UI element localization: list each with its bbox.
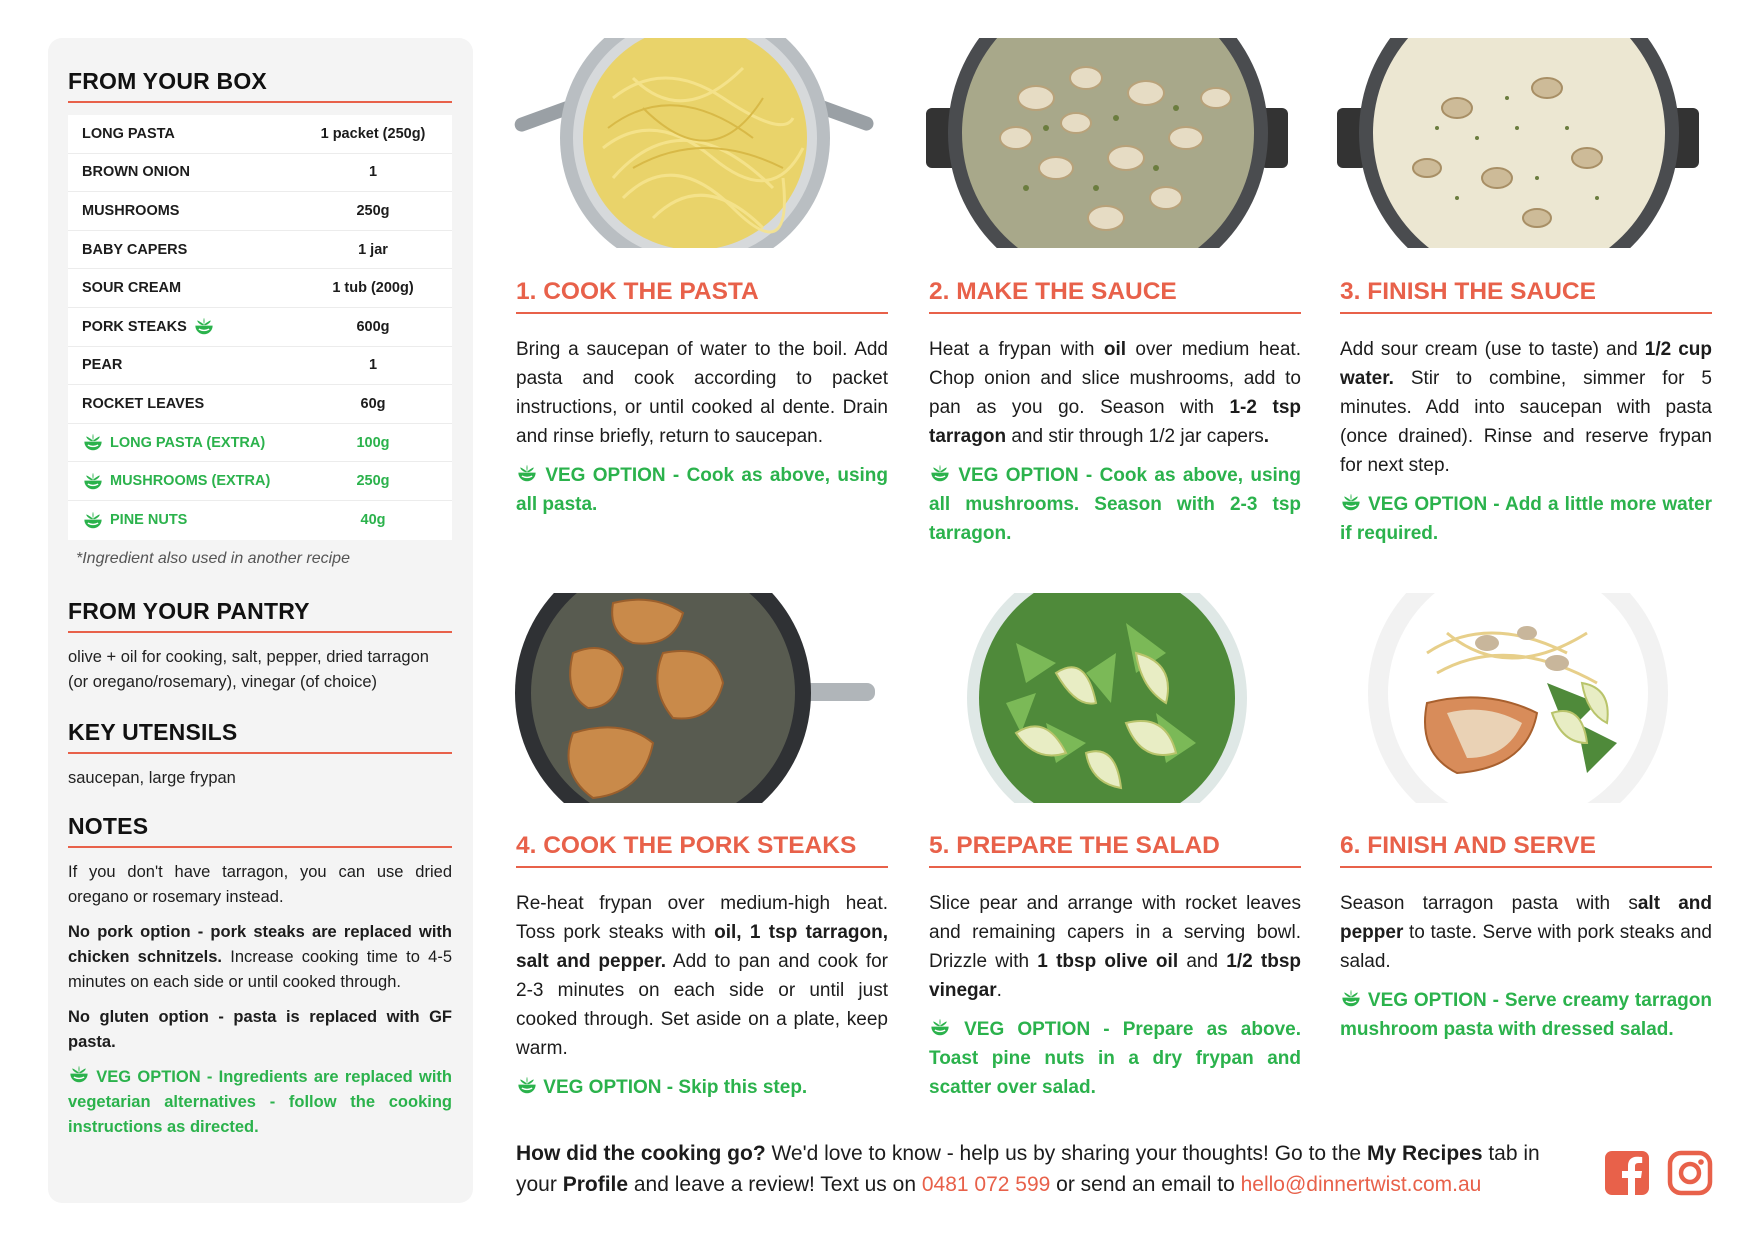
step-3-t1: Add sour cream (use to taste) and: [1340, 339, 1645, 360]
step-6-t2: alt and pepper: [1340, 893, 1713, 943]
veg-icon: [1340, 989, 1362, 1008]
step-5-t3: and: [1178, 951, 1227, 972]
feedback-t4: or send an email to: [1050, 1173, 1241, 1196]
step-1-photo: [513, 38, 875, 248]
step-5-t2: 1 tbsp olive oil: [1037, 951, 1179, 972]
ingredient-name: [82, 126, 308, 142]
step-3-photo: [1337, 38, 1699, 248]
ingredients-panel: [48, 38, 473, 1203]
ingredient-label: BROWN ONION: [82, 164, 190, 181]
ingredient-label: LONG PASTA (EXTRA): [110, 434, 266, 451]
from-your-pantry-title: FROM YOUR PANTRY: [68, 598, 452, 633]
step-5-t1: Slice pear and arrange with rocket leaves and remaining capers in a serving bowl. Drizzle with: [929, 893, 1301, 972]
email-link[interactable]: hello@dinnertwist.com.au: [1240, 1173, 1482, 1196]
note-veg-text: VEG OPTION - Ingredients are replaced with vegetarian alternatives - follow the cooking instructions as directed.: [68, 1067, 452, 1136]
step-3-veg: [1340, 490, 1712, 548]
step-4-veg: [516, 1073, 888, 1102]
key-utensils-title: KEY UTENSILS: [68, 719, 452, 754]
step-1-veg: [516, 461, 888, 519]
step-5: [929, 832, 1301, 1102]
step-5-veg-text: VEG OPTION - Prepare as above. Toast pine nuts in a dry frypan and scatter over salad.: [929, 1019, 1301, 1098]
ingredient-row: [68, 424, 452, 463]
feedback-text: [516, 1138, 1576, 1200]
notes-title: NOTES: [68, 813, 452, 848]
veg-icon: [82, 511, 104, 530]
facebook-icon[interactable]: [1604, 1150, 1650, 1196]
veg-icon: [82, 472, 104, 491]
ingredient-label: MUSHROOMS (EXTRA): [110, 473, 271, 490]
ingredient-qty: 1 tub (200g): [332, 280, 414, 297]
ingredient-row: [68, 501, 452, 540]
step-6-body: [1340, 889, 1712, 976]
note-tarragon: If you don't have tarragon, you can use dried oregano or rosemary instead.: [68, 862, 452, 906]
step-1-body: Bring a saucepan of water to the boil. Add pasta and cook according to packet instructions, or until cooked al dente. Drain and rinse briefly, return to saucepan.: [516, 339, 888, 447]
ingredient-row: [68, 462, 452, 501]
feedback-question: How did the cooking go?: [516, 1142, 766, 1165]
note-no-pork-rest: Increase cooking time to 4-5 minutes on each side or until cooked through.: [68, 947, 453, 991]
ingredient-row: [68, 154, 452, 193]
step-6-t1: Season tarragon pasta with s: [1340, 893, 1638, 914]
step-2-body: [929, 335, 1301, 451]
step-5-veg: [929, 1015, 1301, 1102]
step-2-photo: [926, 38, 1288, 248]
step-5-t5: .: [996, 980, 1002, 1001]
feedback-t2: tab in your: [516, 1142, 1540, 1196]
ingredient-name: [82, 472, 308, 491]
veg-icon: [929, 464, 951, 483]
ingredient-label: SOUR CREAM: [82, 280, 182, 297]
ingredient-label: PEAR: [82, 357, 123, 374]
step-2-t2: oil: [1103, 339, 1127, 360]
step-2-t1: Heat a frypan with: [929, 339, 1104, 360]
my-recipes-link[interactable]: My Recipes: [1366, 1142, 1483, 1165]
step-4-veg-text: VEG OPTION - Skip this step.: [543, 1077, 808, 1098]
step-6-title: 6. FINISH AND SERVE: [1340, 832, 1712, 868]
ingredient-name: [82, 511, 308, 530]
step-3-body: [1340, 335, 1712, 480]
step-4: [516, 832, 888, 1102]
ingredient-name: [82, 164, 308, 180]
step-4-title: 4. COOK THE PORK STEAKS: [516, 832, 888, 868]
ingredient-qty: 1: [368, 164, 378, 181]
note-no-gluten: No gluten option - pasta is replaced with GF pasta.: [68, 1007, 452, 1051]
feedback-t1: We'd love to know - help us by sharing your thoughts! Go to the: [765, 1142, 1367, 1165]
step-2-t3: over medium heat. Chop onion and slice mushrooms, add to pan as you go. Season with: [929, 339, 1301, 418]
ingredient-name: [82, 317, 308, 336]
step-6-veg-text: VEG OPTION - Serve creamy tarragon mushroom pasta with dressed salad.: [1340, 990, 1712, 1040]
note-no-pork-bold: No pork option - pork steaks are replaced with chicken schnitzels.: [68, 922, 452, 966]
ingredient-qty: 250g: [356, 202, 390, 219]
ingredient-name: [82, 242, 308, 258]
ingredient-label: PORK STEAKS: [82, 318, 187, 335]
footnote: *Ingredient also used in another recipe: [76, 549, 350, 567]
ingredient-qty: 1: [368, 357, 378, 374]
step-6-t3: to taste. Serve with pork steaks and salad.: [1340, 922, 1712, 972]
step-3-title: 3. FINISH THE SAUCE: [1340, 278, 1712, 314]
ingredient-qty: 100g: [356, 434, 390, 451]
ingredient-row: [68, 347, 452, 386]
ingredient-qty: 600g: [356, 318, 390, 335]
step-5-title: 5. PREPARE THE SALAD: [929, 832, 1301, 868]
ingredient-label: PINE NUTS: [110, 512, 188, 529]
step-4-t3: Add to pan and cook for 2-3 minutes on each side or until just cooked through. Set aside on a plate, keep warm.: [516, 951, 888, 1059]
step-3-t2: 1/2 cup water.: [1340, 339, 1712, 389]
step-2-veg: [929, 461, 1301, 548]
step-2-t6: .: [1263, 426, 1270, 447]
step-5-photo: [926, 593, 1288, 803]
step-2-title: 2. MAKE THE SAUCE: [929, 278, 1301, 314]
step-1-veg-text: VEG OPTION - Cook as above, using all pasta.: [516, 465, 889, 515]
ingredient-qty: 1 jar: [358, 241, 388, 258]
ingredient-name: [82, 357, 308, 373]
pantry-text: olive + oil for cooking, salt, pepper, dried tarragon (or oregano/rosemary), vinegar (of choice): [68, 647, 429, 691]
ingredient-qty: 60g: [360, 395, 386, 412]
veg-icon: [82, 433, 104, 452]
step-2-t5: and stir through 1/2 jar capers: [1006, 426, 1264, 447]
ingredient-label: MUSHROOMS: [82, 202, 180, 219]
step-5-t4: 1/2 tbsp vinegar: [929, 951, 1301, 1001]
veg-icon: [516, 1076, 538, 1095]
step-6-photo: [1337, 593, 1699, 803]
veg-icon: [929, 1018, 951, 1037]
veg-icon: [193, 317, 215, 336]
note-no-pork: [68, 920, 452, 995]
ingredient-qty: 250g: [356, 473, 390, 490]
ingredient-label: BABY CAPERS: [82, 241, 188, 258]
step-4-t1: Re-heat frypan over medium-high heat. Toss pork steaks with: [516, 893, 888, 943]
ingredient-row: [68, 115, 452, 154]
ingredient-row: [68, 231, 452, 270]
ingredients-table: [68, 115, 452, 540]
ingredient-row: [68, 269, 452, 308]
step-2-t4: 1-2 tsp tarragon: [929, 397, 1301, 447]
step-2-veg-text: VEG OPTION - Cook as above, using all mushrooms. Season with 2-3 tsp tarragon.: [929, 465, 1302, 544]
step-3: [1340, 278, 1712, 548]
veg-icon: [1340, 493, 1362, 512]
step-5-body: [929, 889, 1301, 1005]
feedback-t3: and leave a review! Text us on: [628, 1173, 922, 1196]
ingredient-name: [82, 433, 308, 452]
phone-link[interactable]: 0481 072 599: [921, 1173, 1051, 1196]
step-2: [929, 278, 1301, 548]
ingredient-row: [68, 192, 452, 231]
veg-icon: [516, 464, 538, 483]
step-4-body: [516, 889, 888, 1063]
instagram-icon[interactable]: [1667, 1150, 1713, 1196]
ingredient-row: [68, 308, 452, 347]
from-your-box-title: FROM YOUR BOX: [68, 68, 452, 103]
step-3-t3: Stir to combine, simmer for 5 minutes. Add into saucepan with pasta (once drained). Rinse and reserve frypan for next step.: [1340, 368, 1712, 476]
ingredient-name: [82, 280, 308, 296]
utensils-text: saucepan, large frypan: [68, 768, 236, 787]
step-4-photo: [513, 593, 875, 803]
ingredient-row: [68, 385, 452, 424]
ingredient-label: ROCKET LEAVES: [82, 395, 205, 412]
ingredient-name: [82, 203, 308, 219]
ingredient-label: LONG PASTA: [82, 125, 175, 142]
step-6: [1340, 832, 1712, 1044]
ingredient-name: [82, 396, 308, 412]
step-4-t2: oil, 1 tsp tarragon, salt and pepper.: [516, 922, 888, 972]
step-1-title: 1. COOK THE PASTA: [516, 278, 888, 314]
step-1: [516, 278, 888, 519]
veg-icon: [68, 1065, 90, 1084]
profile-link[interactable]: Profile: [562, 1173, 629, 1196]
note-veg-option: [68, 1065, 452, 1140]
step-3-veg-text: VEG OPTION - Add a little more water if required.: [1340, 494, 1713, 544]
ingredient-qty: 40g: [360, 512, 386, 529]
step-6-veg: [1340, 986, 1712, 1044]
ingredient-qty: 1 packet (250g): [320, 125, 426, 142]
